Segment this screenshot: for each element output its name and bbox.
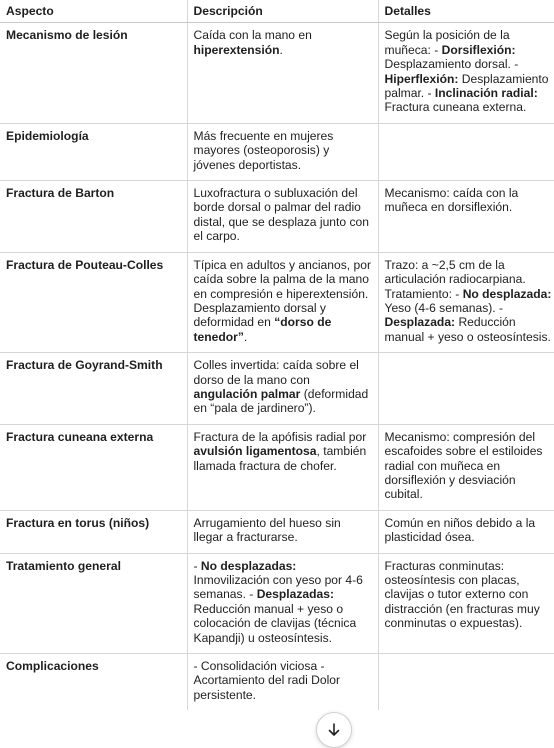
cell-aspect: Fractura en torus (niños)	[0, 510, 187, 553]
cell-description	[187, 353, 378, 425]
text-segment: Dolor persistente.	[193, 673, 341, 702]
bold-text: Hiperflexión:	[384, 71, 459, 86]
table-row	[0, 181, 554, 253]
cell-details	[378, 424, 554, 510]
table-row	[0, 252, 554, 352]
cell-description	[187, 654, 378, 711]
bold-text: hiperextensión	[193, 42, 280, 57]
text-segment: Fractura cuneana externa.	[384, 100, 527, 115]
arrow-down-icon	[327, 723, 341, 737]
cell-details	[378, 123, 554, 180]
cell-description	[187, 123, 378, 180]
cell-aspect: Fractura cuneana externa	[0, 424, 187, 510]
cell-details	[378, 252, 554, 352]
text-segment: Común en niños debido a la plasticidad ósea.	[384, 515, 536, 545]
text-segment: Desplazamiento dorsal. -	[384, 57, 519, 72]
header-description: Descripción	[187, 0, 378, 23]
cell-aspect: Fractura de Pouteau-Colles	[0, 252, 187, 352]
bold-text: No desplazada:	[462, 286, 552, 301]
table-row	[0, 553, 554, 653]
cell-aspect: Mecanismo de lesión	[0, 23, 187, 123]
text-segment: Colles invertida: caída sobre el dorso de la mano con	[193, 358, 359, 387]
bold-text: Desplazadas:	[256, 587, 334, 602]
table-row	[0, 654, 554, 711]
text-segment: .	[243, 329, 248, 344]
bold-text: avulsión ligamentosa	[193, 444, 317, 459]
text-segment: -	[193, 558, 201, 573]
text-segment: Desplazamiento palmar. -	[384, 71, 549, 101]
text-segment: Yeso (4-6 semanas). -	[384, 300, 504, 315]
scroll-down-button[interactable]	[316, 712, 352, 748]
table-row	[0, 510, 554, 553]
cell-details	[378, 23, 554, 123]
cell-description	[187, 510, 378, 553]
bold-text: Dorsiflexión:	[441, 42, 516, 57]
text-segment: Arrugamiento del hueso sin llegar a fracturarse.	[193, 515, 341, 545]
text-segment: (deformidad en “pala de jardinero”).	[193, 386, 369, 416]
header-aspect: Aspecto	[0, 0, 187, 23]
text-segment: Según la posición de la muñeca: -	[384, 28, 510, 57]
bold-text: No desplazadas:	[200, 558, 297, 573]
text-segment: Más frecuente en mujeres mayores (osteoporosis) y jóvenes deportistas.	[193, 128, 334, 172]
table-row	[0, 123, 554, 180]
table-row	[0, 424, 554, 510]
cell-aspect: Fractura de Barton	[0, 181, 187, 253]
bold-text: “dorso de tenedor”	[193, 315, 332, 344]
cell-description	[187, 252, 378, 352]
text-segment: Trazo: a ~2,5 cm de la articulación radiocarpiana. Tratamiento: -	[384, 257, 526, 301]
header-details: Detalles	[378, 0, 554, 23]
table-row	[0, 23, 554, 123]
cell-details	[378, 181, 554, 253]
text-segment: Reducción manual + yeso o osteosíntesis.	[384, 315, 551, 344]
bold-text: Inclinación radial:	[434, 86, 538, 101]
table-row	[0, 353, 554, 425]
text-segment: Fractura de la apófisis radial por	[193, 429, 367, 444]
cell-description	[187, 553, 378, 653]
text-segment: Inmovilización con yeso por 4-6 semanas. -	[193, 573, 363, 602]
cell-aspect: Tratamiento general	[0, 553, 187, 653]
text-segment: - Consolidación viciosa - Acortamiento del radi	[193, 659, 325, 688]
text-segment: Mecanismo: caída con la muñeca en dorsiflexión.	[384, 186, 519, 215]
text-segment: Mecanismo: compresión del escafoides sobre el estiloides radial con muñeca en dorsiflexión y desviación cubital.	[384, 429, 543, 502]
bold-text: angulación palmar	[193, 386, 301, 401]
cell-description	[187, 181, 378, 253]
text-segment: Luxofractura o subluxación del borde dorsal o palmar del radio distal, que se desplaza junto con el carpo.	[193, 186, 369, 244]
text-segment: Típica en adultos y ancianos, por caída sobre la palma de la mano en compresión e hiperextensión. Desplazamiento dorsal y deformidad en	[193, 257, 371, 330]
bold-text: Desplazada:	[384, 315, 456, 330]
cell-aspect: Complicaciones	[0, 654, 187, 711]
cell-details	[378, 553, 554, 653]
cell-description	[187, 23, 378, 123]
cell-description	[187, 424, 378, 510]
text-segment: Fracturas conminutas: osteosíntesis con placas, clavijas o tutor externo con distracción (en fracturas muy conminutas o expuestas).	[384, 558, 540, 631]
text-segment: Reducción manual + yeso o colocación de clavijas (técnica Kapandji) u osteosíntesis.	[193, 601, 357, 645]
cell-details	[378, 510, 554, 553]
cell-details	[378, 353, 554, 425]
text-segment: , también llamada fractura de chofer.	[193, 444, 367, 473]
table-header-row	[0, 0, 554, 23]
text-segment: Caída con la mano en	[193, 28, 312, 43]
cell-aspect: Epidemiología	[0, 123, 187, 180]
cell-details	[378, 654, 554, 711]
cell-aspect: Fractura de Goyrand-Smith	[0, 353, 187, 425]
text-segment: .	[279, 42, 283, 57]
